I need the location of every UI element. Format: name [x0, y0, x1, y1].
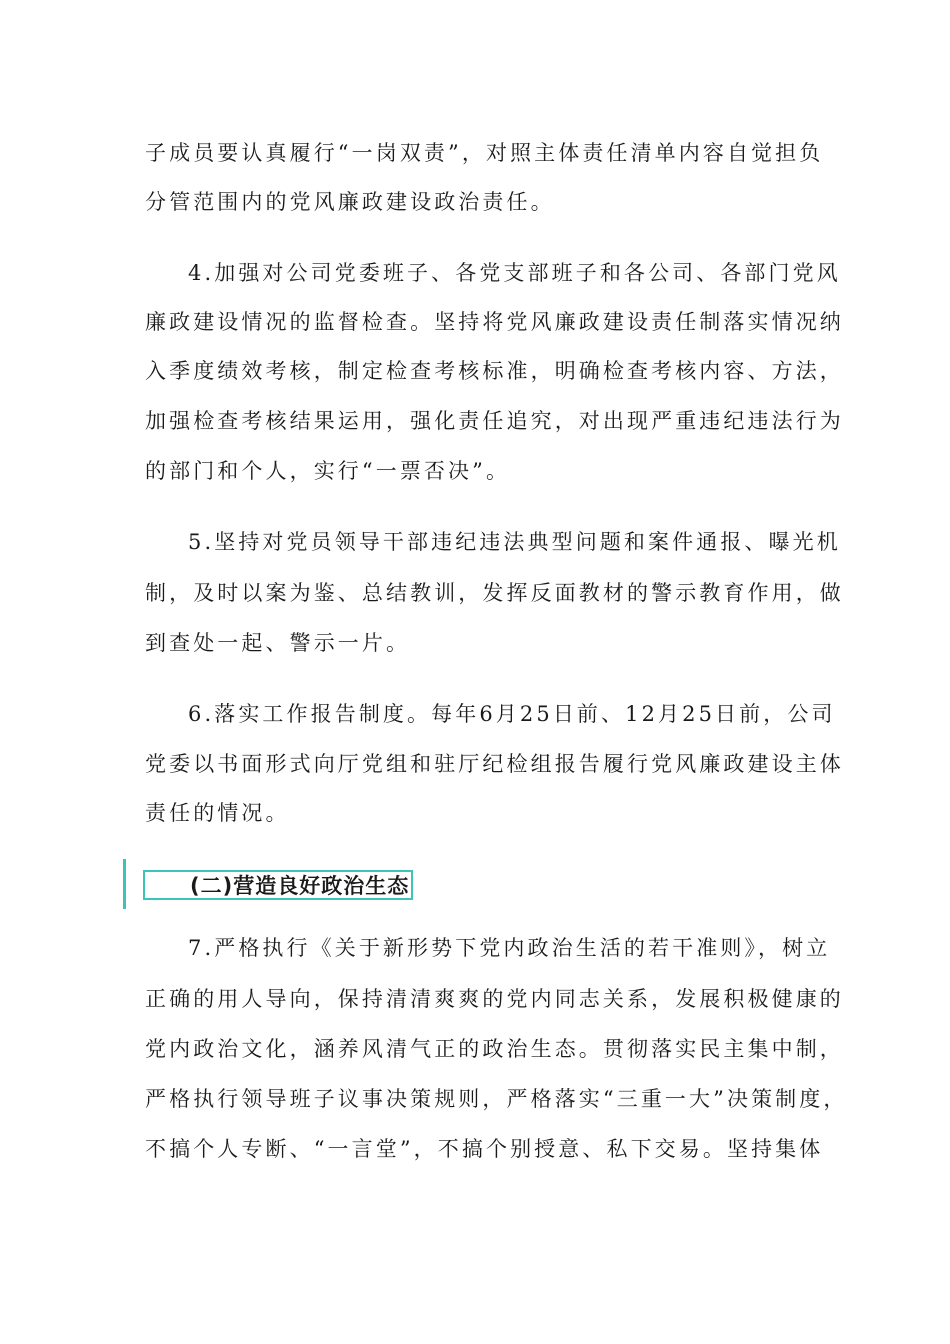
- paragraph-line: 党内政治文化，涵养风清气正的政治生态。贯彻落实民主集中制，: [145, 1037, 844, 1061]
- heading-marker-bar: [123, 859, 126, 909]
- paragraph-line: 不搞个人专断、“一言堂”，不搞个别授意、私下交易。坚持集体: [145, 1137, 824, 1161]
- section-heading: (二)营造良好政治生态: [190, 874, 410, 898]
- paragraph-line: 的部门和个人，实行“一票否决”。: [145, 459, 511, 483]
- paragraph-line: 分管范围内的党风廉政建设政治责任。: [145, 190, 555, 214]
- paragraph-line: 6.落实工作报告制度。每年6月25日前、12月25日前，公司: [188, 702, 836, 726]
- paragraph-line: 4.加强对公司党委班子、各党支部班子和各公司、各部门党风: [188, 261, 841, 285]
- paragraph-line: 5.坚持对党员领导干部违纪违法典型问题和案件通报、曝光机: [188, 530, 841, 554]
- paragraph-line: 正确的用人导向，保持清清爽爽的党内同志关系，发展积极健康的: [145, 987, 844, 1011]
- paragraph-line: 严格执行领导班子议事决策规则，严格落实“三重一大”决策制度，: [145, 1087, 848, 1111]
- paragraph-line: 党委以书面形式向厅党组和驻厅纪检组报告履行党风廉政建设主体: [145, 752, 844, 776]
- paragraph-line: 廉政建设情况的监督检查。坚持将党风廉政建设责任制落实情况纳: [145, 310, 844, 334]
- paragraph-line: 到查处一起、警示一片。: [145, 631, 411, 655]
- paragraph-line: 加强检查考核结果运用，强化责任追究，对出现严重违纪违法行为: [145, 409, 844, 433]
- paragraph-line: 制，及时以案为鉴、总结教训，发挥反面教材的警示教育作用，做: [145, 581, 844, 605]
- paragraph-line: 入季度绩效考核，制定检查考核标准，明确检查考核内容、方法，: [145, 359, 844, 383]
- paragraph-line: 责任的情况。: [145, 801, 290, 825]
- paragraph-line: 子成员要认真履行“一岗双责”，对照主体责任清单内容自觉担负: [145, 141, 824, 165]
- paragraph-line: 7.严格执行《关于新形势下党内政治生活的若干准则》，树立: [188, 936, 831, 960]
